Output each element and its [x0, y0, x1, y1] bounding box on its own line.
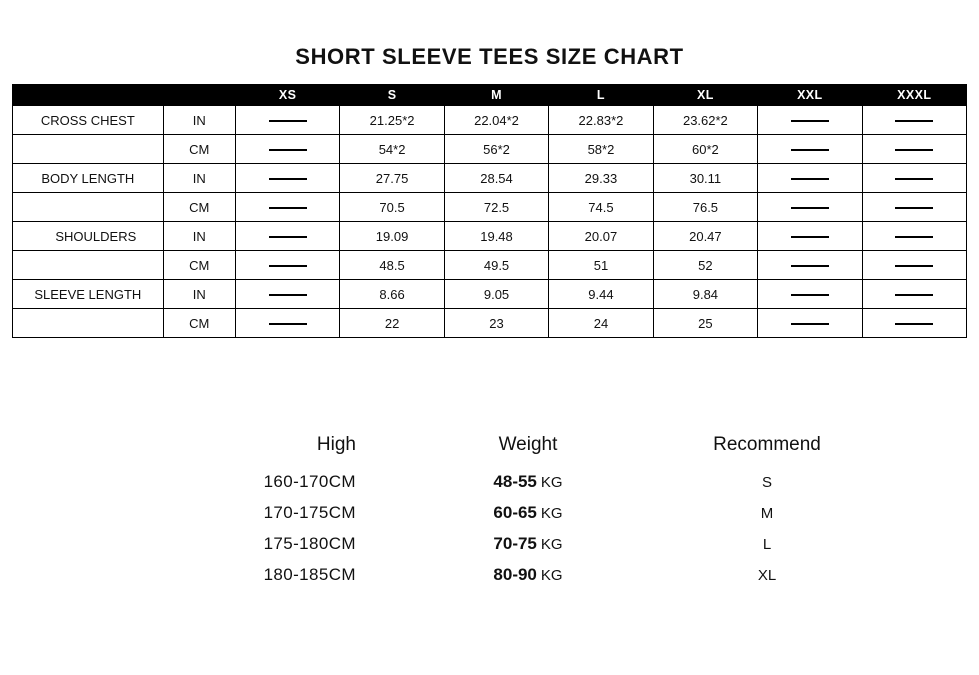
cell-l: 9.44 [549, 280, 653, 309]
row-unit: IN [163, 106, 235, 135]
recommend-weight-unit: KG [540, 505, 563, 522]
cell-m: 19.48 [444, 222, 548, 251]
row-label-cross-chest: CROSS CHEST [13, 106, 164, 135]
dash-mark [791, 207, 829, 209]
table-row [13, 164, 967, 193]
cell-xxxl [862, 193, 966, 222]
dash-mark [895, 236, 933, 238]
cell-xxl [758, 309, 862, 338]
dash-mark [895, 294, 933, 296]
dash-mark [269, 178, 307, 180]
dash-mark [791, 149, 829, 151]
page-title: SHORT SLEEVE TEES SIZE CHART [295, 44, 684, 69]
recommend-high-value: 160-170CM [263, 472, 356, 491]
table-row [13, 280, 967, 309]
recommend-table [0, 434, 979, 596]
recommend-size-value: M [760, 505, 774, 522]
dash-mark [269, 120, 307, 122]
table-header-row [13, 85, 967, 106]
dash-mark [895, 265, 933, 267]
row-label-blank [13, 309, 164, 338]
header-size-m: M [444, 85, 548, 106]
cell-xl: 25 [653, 309, 757, 338]
recommend-weight-value: 60-65 [493, 503, 537, 522]
recommend-weight-unit: KG [540, 567, 563, 584]
cell-xxl [758, 251, 862, 280]
recommend-weight-cell [414, 503, 642, 523]
header-size-xl: XL [653, 85, 757, 106]
dash-mark [269, 323, 307, 325]
table-row [13, 309, 967, 338]
cell-xs [235, 222, 339, 251]
recommend-weight-value: 70-75 [493, 534, 537, 553]
cell-xxxl [862, 164, 966, 193]
recommend-header-weight: Weight [498, 434, 558, 455]
cell-l: 20.07 [549, 222, 653, 251]
row-label-sleeve-length: SLEEVE LENGTH [13, 280, 164, 309]
cell-l: 24 [549, 309, 653, 338]
row-label-blank [13, 135, 164, 164]
cell-m: 9.05 [444, 280, 548, 309]
recommend-weight-cell [414, 565, 642, 585]
row-unit: CM [163, 309, 235, 338]
cell-l: 58*2 [549, 135, 653, 164]
header-size-xs: XS [235, 85, 339, 106]
cell-l: 74.5 [549, 193, 653, 222]
row-label-blank [13, 193, 164, 222]
cell-xl: 60*2 [653, 135, 757, 164]
cell-l: 29.33 [549, 164, 653, 193]
table-row [13, 193, 967, 222]
recommend-header-recommend: Recommend [713, 434, 821, 455]
row-label-blank [13, 251, 164, 280]
cell-xxl [758, 106, 862, 135]
dash-mark [895, 207, 933, 209]
recommend-header-row [0, 434, 979, 472]
row-label-body-length: BODY LENGTH [13, 164, 164, 193]
table-row [13, 135, 967, 164]
cell-s: 21.25*2 [340, 106, 444, 135]
size-chart-body [13, 106, 967, 338]
dash-mark [269, 207, 307, 209]
cell-xs [235, 309, 339, 338]
cell-m: 49.5 [444, 251, 548, 280]
recommend-weight-value: 48-55 [493, 472, 537, 491]
row-label-shoulders: SHOULDERS [13, 222, 164, 251]
recommend-row [0, 534, 979, 565]
dash-mark [791, 120, 829, 122]
table-row [13, 106, 967, 135]
header-size-xxxl: XXXL [862, 85, 966, 106]
dash-mark [791, 236, 829, 238]
cell-m: 23 [444, 309, 548, 338]
cell-m: 56*2 [444, 135, 548, 164]
row-unit: IN [163, 222, 235, 251]
recommend-row [0, 565, 979, 596]
dash-mark [791, 323, 829, 325]
dash-mark [895, 178, 933, 180]
cell-m: 28.54 [444, 164, 548, 193]
row-unit: CM [163, 135, 235, 164]
row-unit: IN [163, 164, 235, 193]
cell-s: 48.5 [340, 251, 444, 280]
cell-xxl [758, 280, 862, 309]
cell-xl: 9.84 [653, 280, 757, 309]
recommend-row [0, 503, 979, 534]
dash-mark [269, 236, 307, 238]
cell-l: 51 [549, 251, 653, 280]
recommend-weight-value: 80-90 [493, 565, 537, 584]
recommend-weight-unit: KG [540, 474, 563, 491]
cell-s: 70.5 [340, 193, 444, 222]
dash-mark [791, 265, 829, 267]
cell-xs [235, 164, 339, 193]
dash-mark [791, 178, 829, 180]
cell-xxl [758, 193, 862, 222]
cell-xl: 52 [653, 251, 757, 280]
cell-s: 22 [340, 309, 444, 338]
recommend-size-value: L [762, 536, 772, 553]
cell-xl: 23.62*2 [653, 106, 757, 135]
cell-xxl [758, 222, 862, 251]
recommend-size-value: XL [757, 567, 777, 584]
header-size-xxl: XXL [758, 85, 862, 106]
recommend-row [0, 472, 979, 503]
size-chart-table [12, 84, 967, 338]
row-unit: CM [163, 193, 235, 222]
cell-xxxl [862, 280, 966, 309]
dash-mark [269, 265, 307, 267]
recommend-weight-cell [414, 534, 642, 554]
recommend-high-value: 180-185CM [263, 565, 356, 584]
row-unit: IN [163, 280, 235, 309]
header-size-l: L [549, 85, 653, 106]
dash-mark [895, 323, 933, 325]
cell-xs [235, 280, 339, 309]
cell-xxxl [862, 106, 966, 135]
cell-xs [235, 106, 339, 135]
row-unit: CM [163, 251, 235, 280]
header-blank-unit [163, 85, 235, 106]
cell-xxl [758, 164, 862, 193]
cell-xl: 30.11 [653, 164, 757, 193]
cell-m: 72.5 [444, 193, 548, 222]
header-size-s: S [340, 85, 444, 106]
dash-mark [269, 149, 307, 151]
cell-l: 22.83*2 [549, 106, 653, 135]
recommend-size-value: S [761, 474, 772, 491]
dash-mark [895, 149, 933, 151]
cell-xs [235, 251, 339, 280]
cell-xxl [758, 135, 862, 164]
table-row [13, 222, 967, 251]
cell-xs [235, 193, 339, 222]
recommend-weight-unit: KG [540, 536, 563, 553]
cell-xxxl [862, 135, 966, 164]
cell-xxxl [862, 251, 966, 280]
dash-mark [791, 294, 829, 296]
size-chart-container [0, 84, 979, 338]
cell-s: 8.66 [340, 280, 444, 309]
cell-xxxl [862, 309, 966, 338]
cell-xxxl [862, 222, 966, 251]
cell-xl: 20.47 [653, 222, 757, 251]
cell-s: 27.75 [340, 164, 444, 193]
cell-s: 19.09 [340, 222, 444, 251]
table-row [13, 251, 967, 280]
recommend-header-high: High [316, 434, 356, 455]
dash-mark [895, 120, 933, 122]
recommend-weight-cell [414, 472, 642, 492]
recommend-high-value: 170-175CM [263, 503, 356, 522]
cell-xs [235, 135, 339, 164]
cell-s: 54*2 [340, 135, 444, 164]
recommend-high-value: 175-180CM [263, 534, 356, 553]
dash-mark [269, 294, 307, 296]
cell-m: 22.04*2 [444, 106, 548, 135]
cell-xl: 76.5 [653, 193, 757, 222]
header-blank-label [13, 85, 164, 106]
